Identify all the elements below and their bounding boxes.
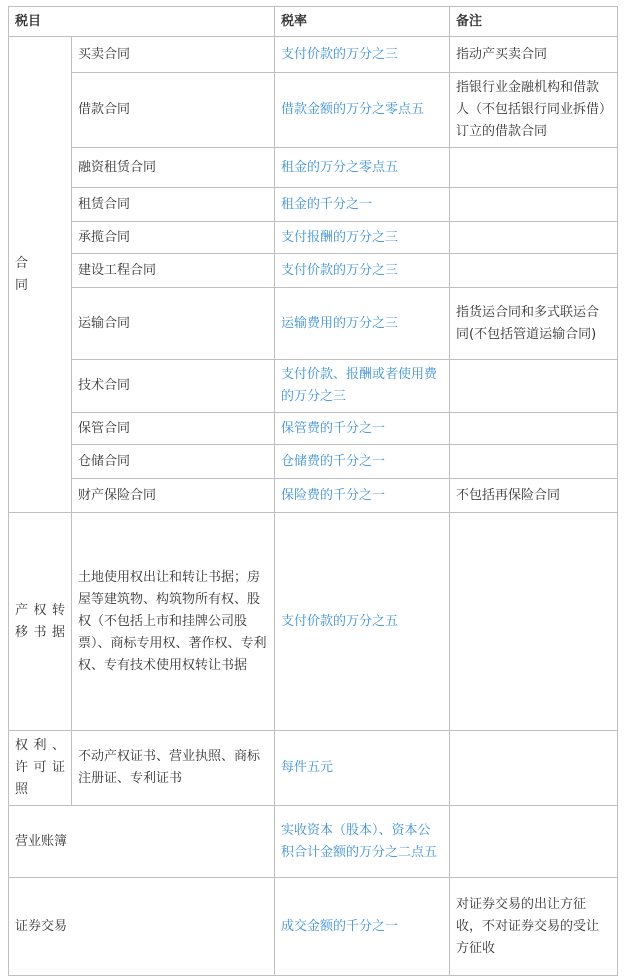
item-note xyxy=(450,806,618,878)
tax-rate: 租金的万分之零点五 xyxy=(275,148,450,188)
item-note: 指动产买卖合同 xyxy=(450,37,618,73)
item-name: 建设工程合同 xyxy=(72,254,275,288)
table-row xyxy=(9,479,618,513)
table-row xyxy=(9,254,618,288)
table-row xyxy=(9,222,618,254)
tax-rate: 保险费的千分之一 xyxy=(275,479,450,513)
category-ledger: 营业账簿 xyxy=(9,806,275,878)
item-note xyxy=(450,222,618,254)
item-note xyxy=(450,360,618,413)
tax-rate: 成交金额的千分之一 xyxy=(275,878,450,976)
table-row xyxy=(9,360,618,413)
item-note xyxy=(450,148,618,188)
item-name: 运输合同 xyxy=(72,288,275,360)
tax-rate: 保管费的千分之一 xyxy=(275,413,450,445)
table-row xyxy=(9,878,618,976)
tax-rate: 支付价款的万分之三 xyxy=(275,37,450,73)
table-row xyxy=(9,188,618,222)
item-name: 承揽合同 xyxy=(72,222,275,254)
tax-rate: 支付报酬的万分之三 xyxy=(275,222,450,254)
item-note: 对证券交易的出让方征收，不对证券交易的受让方征收 xyxy=(450,878,618,976)
item-name: 租赁合同 xyxy=(72,188,275,222)
other-section xyxy=(9,513,618,976)
table-row xyxy=(9,37,618,73)
item-name: 仓储合同 xyxy=(72,445,275,479)
tax-rate: 支付价款、报酬或者使用费的万分之三 xyxy=(275,360,450,413)
category-securities: 证券交易 xyxy=(9,878,275,976)
table-row xyxy=(9,513,618,731)
tax-rate: 借款金额的万分之零点五 xyxy=(275,73,450,148)
table-row xyxy=(9,148,618,188)
category-transfer: 产权转移书据 xyxy=(9,513,72,731)
header-item: 税目 xyxy=(9,7,275,37)
category-contract: 合 同 xyxy=(9,37,72,513)
tax-rate: 租金的千分之一 xyxy=(275,188,450,222)
header-note: 备注 xyxy=(450,7,618,37)
tax-rate: 支付价款的万分之三 xyxy=(275,254,450,288)
tax-rate: 仓储费的千分之一 xyxy=(275,445,450,479)
item-note xyxy=(450,513,618,731)
item-name: 买卖合同 xyxy=(72,37,275,73)
item-name: 借款合同 xyxy=(72,73,275,148)
stamp-tax-table xyxy=(8,6,618,976)
item-name: 融资租赁合同 xyxy=(72,148,275,188)
header-row xyxy=(9,7,618,37)
table-row xyxy=(9,806,618,878)
item-note: 指银行业金融机构和借款人（不包括银行同业拆借）订立的借款合同 xyxy=(450,73,618,148)
item-note xyxy=(450,188,618,222)
tax-rate: 运输费用的万分之三 xyxy=(275,288,450,360)
item-note: 不包括再保险合同 xyxy=(450,479,618,513)
table-row xyxy=(9,288,618,360)
item-note xyxy=(450,731,618,806)
item-name: 土地使用权出让和转让书据；房屋等建筑物、构筑物所有权、股权（不包括上市和挂牌公司股票）、商标专用权、著作权、专利权、专有技术使用权转让书据 xyxy=(72,513,275,731)
table-row xyxy=(9,413,618,445)
item-note xyxy=(450,413,618,445)
item-name: 财产保险合同 xyxy=(72,479,275,513)
item-name: 不动产权证书、营业执照、商标注册证、专利证书 xyxy=(72,731,275,806)
contract-section xyxy=(9,37,618,513)
item-note: 指货运合同和多式联运合同(不包括管道运输合同) xyxy=(450,288,618,360)
item-note xyxy=(450,254,618,288)
header-rate: 税率 xyxy=(275,7,450,37)
table-row xyxy=(9,445,618,479)
tax-rate: 实收资本（股本）、资本公积合计金额的万分之二点五 xyxy=(275,806,450,878)
tax-rate: 每件五元 xyxy=(275,731,450,806)
table-row xyxy=(9,731,618,806)
table-row xyxy=(9,73,618,148)
tax-rate: 支付价款的万分之五 xyxy=(275,513,450,731)
item-name: 技术合同 xyxy=(72,360,275,413)
item-name: 保管合同 xyxy=(72,413,275,445)
category-license: 权利、许可证照 xyxy=(9,731,72,806)
item-note xyxy=(450,445,618,479)
